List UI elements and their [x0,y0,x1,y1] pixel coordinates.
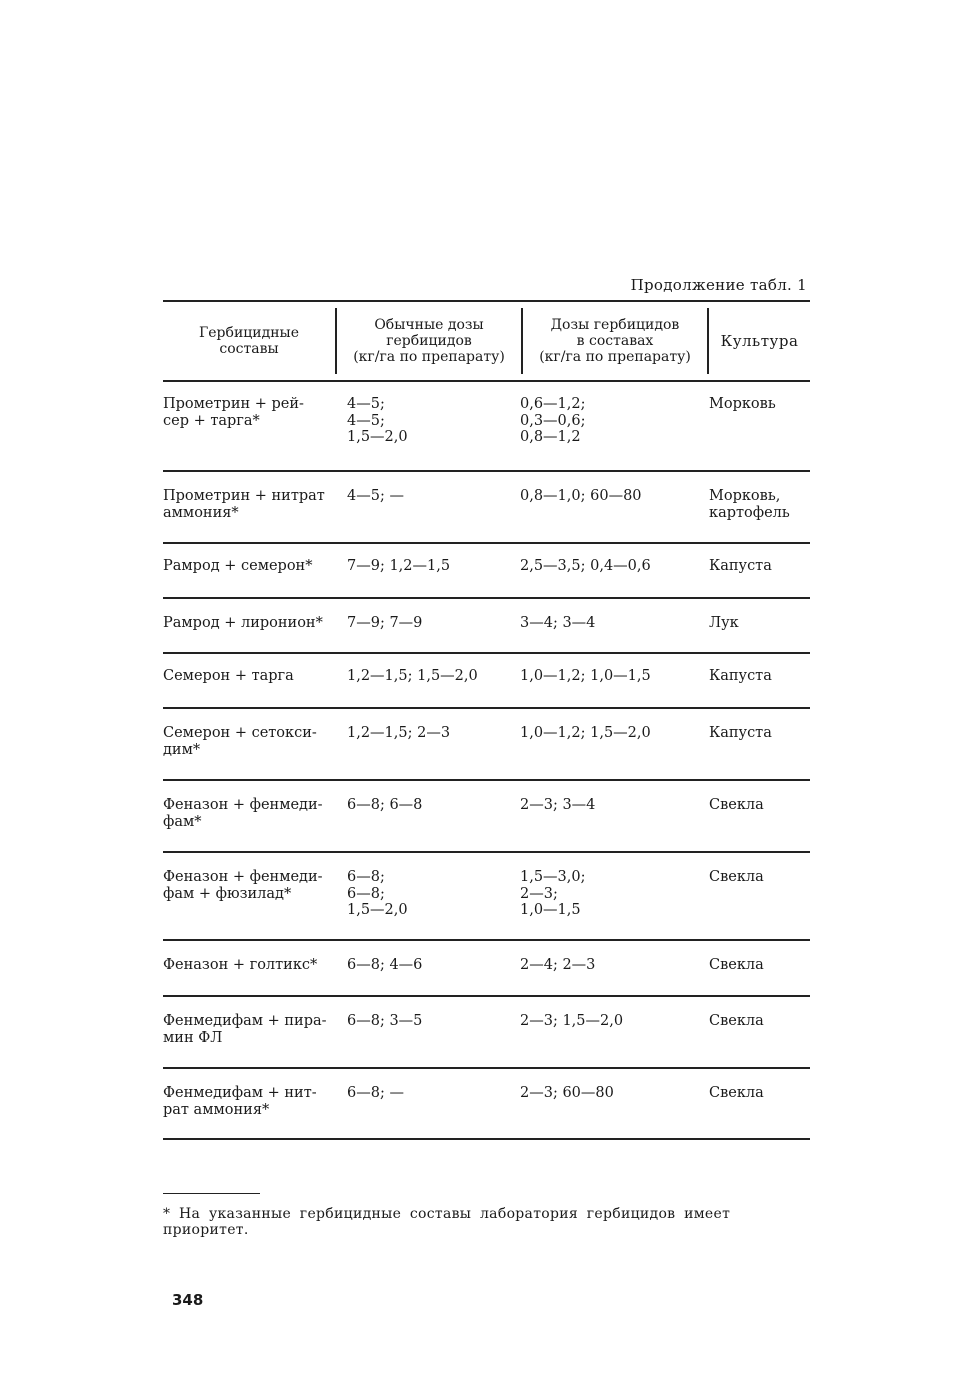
table-row [163,544,810,597]
cell-crop: Капуста [709,725,772,741]
cell-crop: Морковь, картофель [709,488,790,521]
cell-mix-dose: 2—3; 1,5—2,0 [520,1013,624,1029]
cell-usual-dose: 6—8; — [347,1085,404,1101]
header-crop: Культура [720,332,799,350]
cell-usual-dose: 7—9; 1,2—1,5 [347,558,451,574]
table-row [163,781,810,851]
cell-usual-dose: 1,2—1,5; 2—3 [347,725,451,741]
cell-composition: Рамрод + семерон* [163,558,313,574]
cell-crop: Свекла [709,797,764,813]
cell-usual-dose: 6—8; 6—8 [347,797,423,813]
cell-mix-dose: 2—3; 60—80 [520,1085,614,1101]
table-row [163,853,810,939]
cell-mix-dose: 2,5—3,5; 0,4—0,6 [520,558,651,574]
page-number: 348 [172,1291,204,1309]
cell-crop: Свекла [709,957,764,973]
footnote: * На указанные гербицидные составы лаборатория гербицидов имеет приоритет. [163,1206,731,1238]
cell-usual-dose: 1,2—1,5; 1,5—2,0 [347,668,478,684]
herbicide-table [163,300,810,1140]
header-compositions: Гербицидные составы [199,325,299,357]
footnote-rule [163,1193,260,1194]
cell-usual-dose: 6—8; 4—6 [347,957,423,973]
cell-crop: Свекла [709,869,764,885]
cell-composition: Фенмедифам + нит- рат аммония* [163,1085,317,1118]
cell-usual-dose: 6—8; 6—8; 1,5—2,0 [347,869,408,918]
cell-crop: Капуста [709,668,772,684]
table-row [163,997,810,1067]
cell-composition: Прометрин + рей- сер + тарга* [163,396,304,429]
cell-mix-dose: 1,0—1,2; 1,5—2,0 [520,725,651,741]
cell-mix-dose: 2—4; 2—3 [520,957,596,973]
cell-usual-dose: 7—9; 7—9 [347,615,423,631]
cell-composition: Рамрод + лиронион* [163,615,323,631]
cell-composition: Семерон + сетокси- дим* [163,725,317,758]
cell-usual-dose: 4—5; 4—5; 1,5—2,0 [347,396,408,445]
cell-mix-dose: 1,0—1,2; 1,0—1,5 [520,668,651,684]
cell-crop: Капуста [709,558,772,574]
table-row [163,472,810,542]
cell-composition: Прометрин + нитрат аммония* [163,488,325,521]
header-usual-doses: Обычные дозы гербицидов (кг/га по препарату) [335,308,521,374]
cell-crop: Лук [709,615,739,631]
table-caption: Продолжение табл. 1 [630,276,807,294]
table-header [163,302,810,380]
header-mix-doses: Дозы гербицидов в составах (кг/га по препарату) [521,308,709,374]
cell-mix-dose: 2—3; 3—4 [520,797,596,813]
table-row [163,654,810,707]
cell-crop: Морковь [709,396,776,412]
cell-mix-dose: 1,5—3,0; 2—3; 1,0—1,5 [520,869,586,918]
cell-mix-dose: 0,8—1,0; 60—80 [520,488,642,504]
cell-crop: Свекла [709,1013,764,1029]
table-row [163,1069,810,1138]
table-row [163,382,810,470]
table-bottom-rule [163,1138,810,1140]
cell-usual-dose: 6—8; 3—5 [347,1013,423,1029]
cell-composition: Феназон + голтикс* [163,957,318,973]
cell-crop: Свекла [709,1085,764,1101]
cell-composition: Фенмедифам + пира- мин ФЛ [163,1013,327,1046]
cell-composition: Феназон + фенмеди- фам + фюзилад* [163,869,323,902]
cell-mix-dose: 0,6—1,2; 0,3—0,6; 0,8—1,2 [520,396,586,445]
cell-mix-dose: 3—4; 3—4 [520,615,596,631]
cell-usual-dose: 4—5; — [347,488,404,504]
cell-composition: Семерон + тарга [163,668,294,684]
table-row [163,941,810,995]
table-row [163,599,810,652]
table-row [163,709,810,779]
cell-composition: Феназон + фенмеди- фам* [163,797,323,830]
